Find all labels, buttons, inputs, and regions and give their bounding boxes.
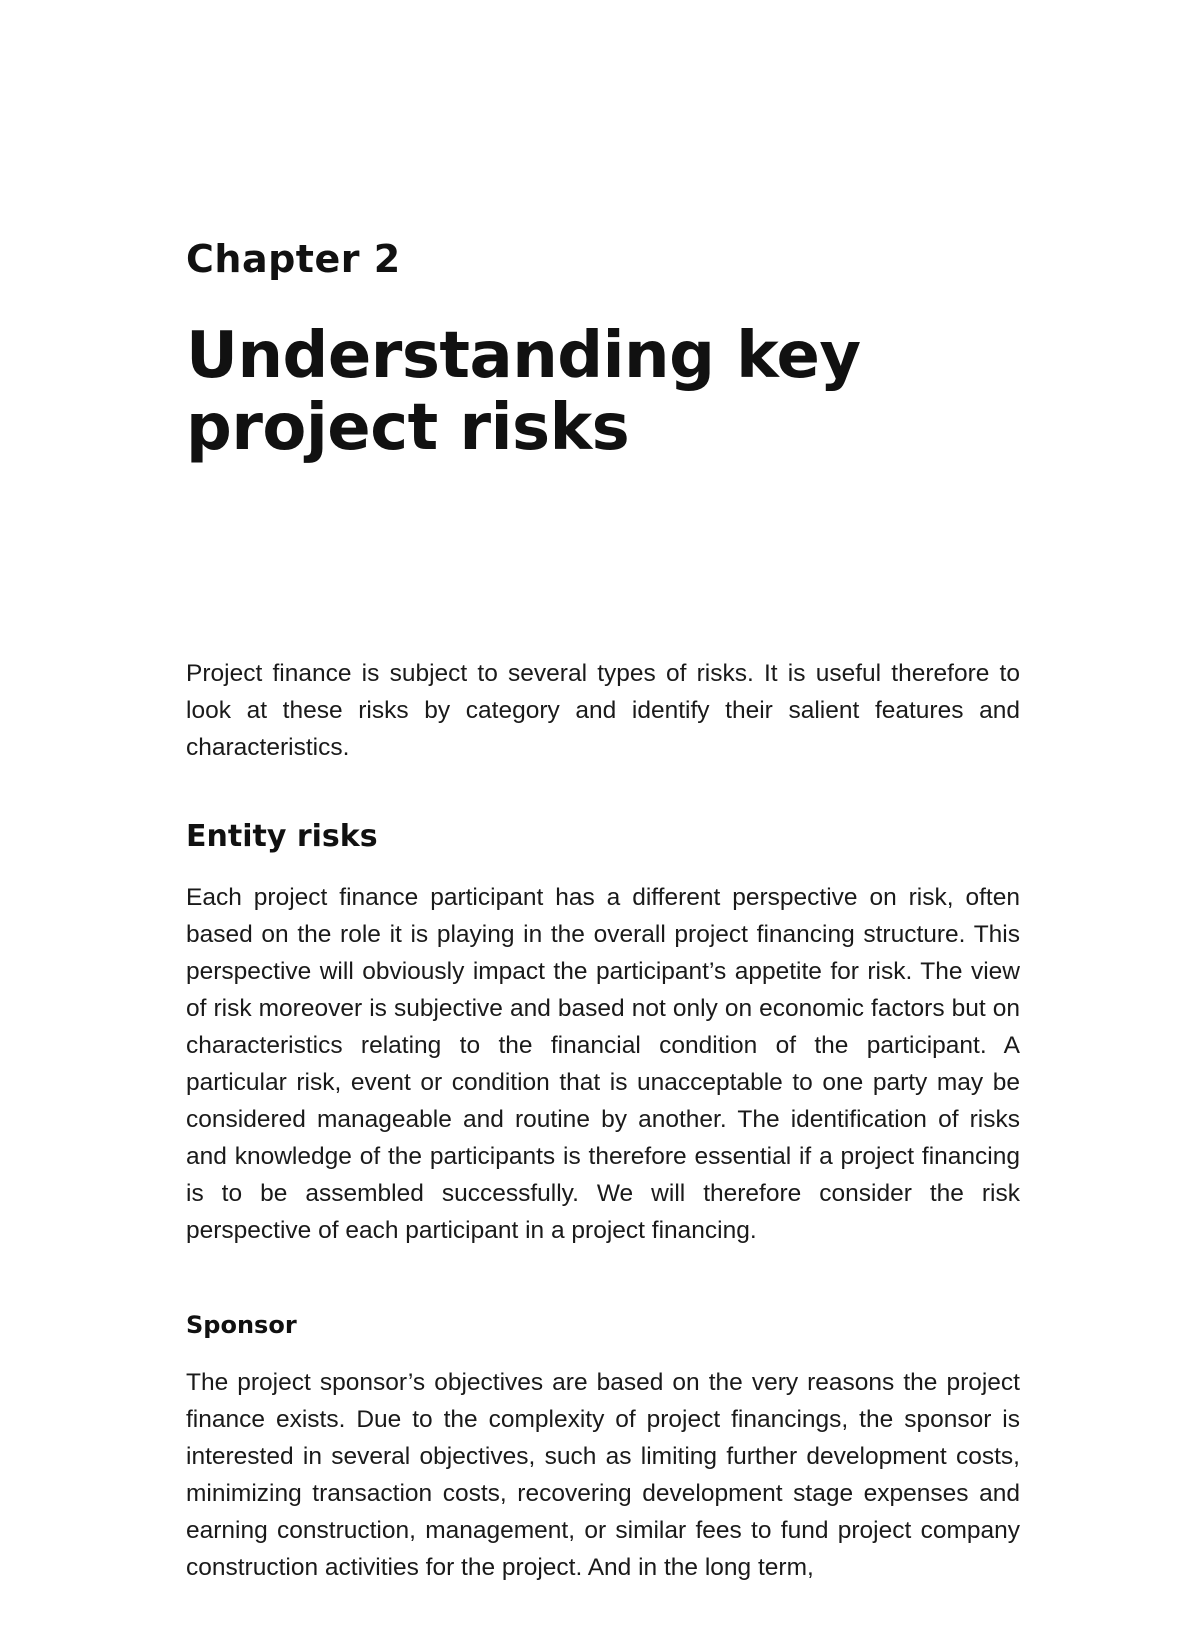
entity-risks-paragraph: Each project finance participant has a different perspective on risk, often based on the role it is playing in the overall project financing structure. This perspective will obviously impact the participant’s appetite for risk. The view of risk moreover is subjective and based not only on economic factors but on characteristics relating to the financial condition of the participant. A particular risk, event or condition that is unacceptable to one party may be considered manageable and routine by another. The identification of risks and knowledge of the participants is therefore essential if a project financing is to be assembled successfully. We will therefore consider the risk perspective of each participant in a project financing.	[186, 884, 1020, 1244]
intro-paragraph: Project finance is subject to several types of risks. It is useful therefore to look at these risks by category and identify their salient features and characteristics.	[186, 660, 1020, 761]
subsection-heading-sponsor: Sponsor	[186, 1311, 297, 1339]
chapter-label: Chapter 2	[186, 237, 401, 281]
sponsor-paragraph: The project sponsor’s objectives are based on the very reasons the project finance exists. Due to the complexity of project financings, the sponsor is interested in several objectives, such as limiting further development costs, minimizing transaction costs, recovering development stage expenses and earning construction, management, or similar fees to fund project company construction activities for the project. And in the long term,	[186, 1369, 1020, 1581]
section-heading-entity-risks: Entity risks	[186, 819, 378, 854]
chapter-title: Understanding key project risks	[186, 319, 861, 465]
